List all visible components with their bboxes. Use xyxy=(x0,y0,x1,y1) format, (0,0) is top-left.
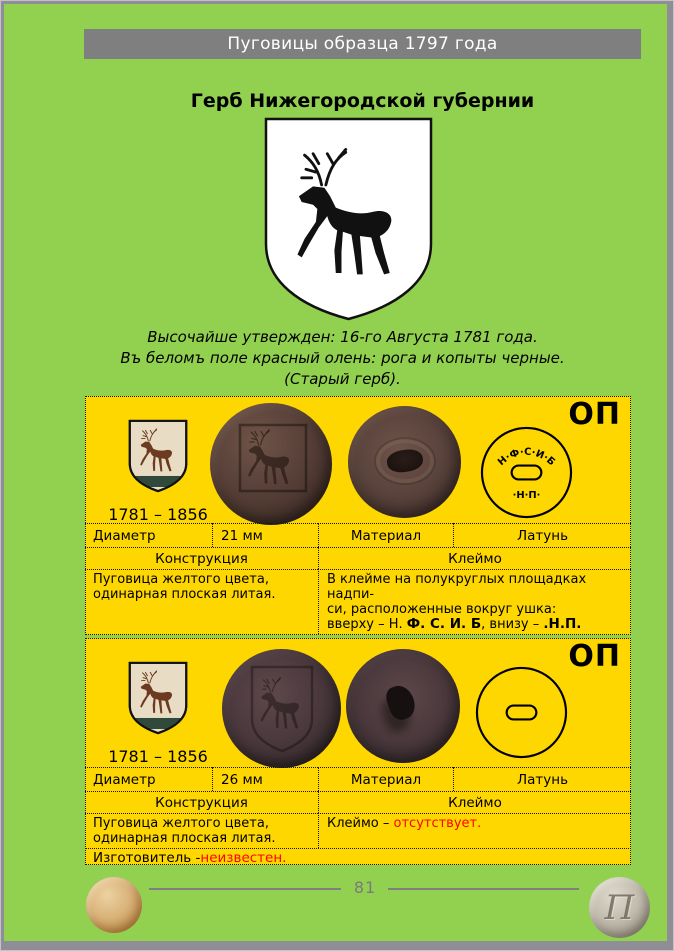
stamp-header: Клеймо xyxy=(318,547,631,569)
diameter-label: Диаметр xyxy=(85,523,212,547)
stamp-line-1: В клейме на полукруглых площадках надпи- xyxy=(327,572,587,602)
emblem-block xyxy=(104,659,212,766)
page-title: Герб Нижегородской губернии xyxy=(190,90,535,112)
table-row xyxy=(85,791,631,813)
construction-text: Пуговица желтого цвета, одинарная плоская литая. xyxy=(85,569,318,634)
stamp-text xyxy=(318,569,631,634)
type-label: ОП xyxy=(568,397,621,432)
years-range: 1781 – 1856 xyxy=(108,747,208,766)
stamp-text: Клеймо – отсутствует. xyxy=(318,813,631,848)
footer-divider-left xyxy=(149,888,341,890)
table-row xyxy=(85,523,631,547)
button-front-design xyxy=(222,649,341,768)
maker-row xyxy=(85,848,631,866)
monogram-icon: П xyxy=(604,887,635,928)
material-label: Материал xyxy=(318,767,453,791)
coat-of-arms-small xyxy=(127,659,189,737)
table-row xyxy=(85,767,631,791)
table-row xyxy=(85,547,631,569)
table-row xyxy=(85,813,631,848)
material-value: Латунь xyxy=(453,767,631,791)
spec-table xyxy=(85,767,631,866)
button-back-photo xyxy=(348,406,461,518)
button-front-photo xyxy=(222,649,341,768)
maker-value: неизвестен. xyxy=(200,849,287,866)
stamp-line-3: вверху – Н. Ф. С. И. Б, внизу – .Н.П. xyxy=(327,616,582,632)
stamp-header: Клеймо xyxy=(318,791,631,813)
button-shank xyxy=(383,682,418,722)
button-card-2 xyxy=(85,638,631,865)
shank-slot xyxy=(507,706,537,720)
button-drawing xyxy=(479,425,574,520)
document-page xyxy=(4,4,667,941)
diameter-label: Диаметр xyxy=(85,767,212,791)
table-row xyxy=(85,569,631,634)
material-value: Латунь xyxy=(453,523,631,547)
button-card-1 xyxy=(85,396,631,635)
construction-header: Конструкция xyxy=(85,791,318,813)
construction-text: Пуговица желтого цвета, одинарная плоская литая. xyxy=(85,813,318,848)
chapter-header-bar xyxy=(84,29,641,59)
caption-line-3: (Старый герб). xyxy=(284,370,401,388)
coat-of-arms-small xyxy=(127,417,189,495)
years-range: 1781 – 1856 xyxy=(108,505,208,524)
type-label: ОП xyxy=(568,639,621,674)
shank-slot xyxy=(512,466,542,480)
caption-line-2: Въ беломъ поле красный олень: рога и копыты черные. xyxy=(120,349,565,367)
emblem-caption xyxy=(64,327,621,390)
caption-line-1: Высочайше утвержден: 16-го Августа 1781 года. xyxy=(147,328,538,346)
footer-silver-button-photo xyxy=(589,877,650,938)
stamp-line-2: си, расположенные вокруг ушка: xyxy=(327,602,557,617)
button-front-photo xyxy=(210,403,332,525)
chapter-title: Пуговицы образца 1797 года xyxy=(227,34,498,54)
spec-table xyxy=(85,523,631,652)
construction-header: Конструкция xyxy=(85,547,318,569)
maker-label: Изготовитель - xyxy=(93,849,201,866)
deer-icon xyxy=(261,678,299,729)
drawing-top-inscription: Н·Ф·С·И·Б xyxy=(496,446,557,469)
button-back-photo xyxy=(346,649,460,763)
deer-icon xyxy=(248,430,289,485)
button-front-design xyxy=(210,403,332,525)
diameter-value: 21 мм xyxy=(212,523,318,547)
button-drawing xyxy=(474,665,569,760)
diameter-value: 26 мм xyxy=(212,767,318,791)
coat-of-arms-main xyxy=(263,116,434,323)
drawing-bottom-inscription: ·Н·П· xyxy=(512,490,541,502)
page-number: 81 xyxy=(353,878,377,897)
emblem-block xyxy=(104,417,212,524)
material-label: Материал xyxy=(318,523,453,547)
footer-gold-button-photo xyxy=(86,877,142,933)
footer-divider-right xyxy=(388,888,579,890)
